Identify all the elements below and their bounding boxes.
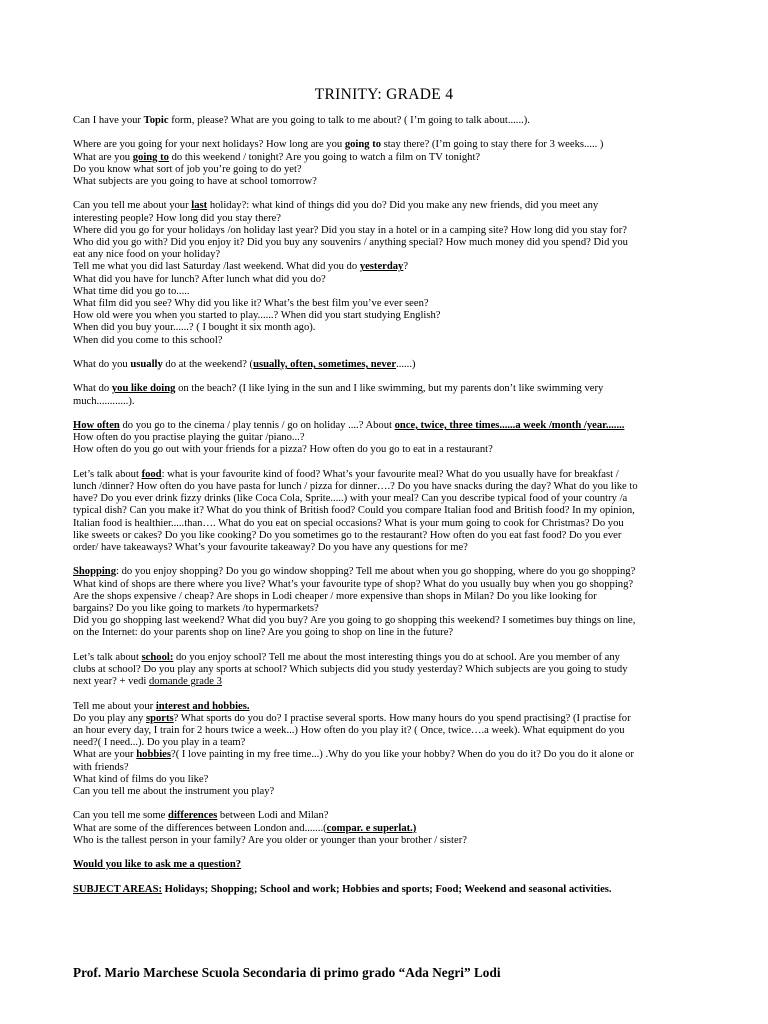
text-line xyxy=(73,274,698,286)
paragraph xyxy=(73,359,698,371)
text-line xyxy=(73,225,698,237)
text-run: How old were you when you started to play......? When did you start studying English? xyxy=(73,310,441,322)
emphasis-text: hobbies xyxy=(136,749,171,761)
text-line xyxy=(73,713,698,725)
text-line xyxy=(73,139,698,151)
text-run: Let’s talk about xyxy=(73,651,142,663)
text-line xyxy=(73,664,698,676)
text-run: Let’s talk about xyxy=(73,468,142,480)
emphasis-text: interest and hobbies. xyxy=(155,700,250,712)
text-run: do at the weekend? ( xyxy=(162,359,254,371)
text-run: Are the shops expensive / cheap? Are shops in Lodi cheaper / more expensive than shops in Milan? Do you like looking for xyxy=(73,590,597,602)
text-run: : do you enjoy shopping? Do you go window shopping? Tell me about when you go shopping, where do you go shopping? xyxy=(116,566,636,578)
text-run: need?( I need...). Do you play in a team? xyxy=(73,737,246,749)
text-run: When did you come to this school? xyxy=(73,334,223,346)
text-run: much............). xyxy=(73,395,135,407)
text-line xyxy=(73,603,698,615)
emphasis-text: school: xyxy=(141,651,174,663)
text-run: ? xyxy=(403,261,409,273)
text-run: interesting people? How long did you stay there? xyxy=(73,212,281,224)
text-line xyxy=(73,359,698,371)
text-run: form, please? What are you going to talk to me about? ( I’m going to talk about......). xyxy=(168,115,530,126)
text-run: do this weekend / tonight? Are you going to watch a film on TV tonight? xyxy=(168,151,481,163)
text-run: like sweets or cakes? Do you like cooking? Do you sometimes go to the restaurant? How often do you eat fast food? Do you ever xyxy=(73,529,622,541)
text-line xyxy=(73,884,698,896)
text-run: Do you play any xyxy=(73,712,146,724)
text-run: next year? + vedi xyxy=(73,676,149,688)
text-line xyxy=(73,591,698,603)
document-body xyxy=(73,115,698,908)
text-run: How often do you go out with your friends for a pizza? How often do you go to eat in a restaurant? xyxy=(73,444,493,456)
text-run: Who is the tallest person in your family? Are you older or younger than your brother / sister? xyxy=(73,834,467,846)
text-run: What kind of films do you like? xyxy=(73,773,209,785)
text-line xyxy=(73,481,698,493)
emphasis-text: usually, often, sometimes, never xyxy=(253,359,397,371)
text-line xyxy=(73,213,698,225)
emphasis-text: food xyxy=(141,468,162,480)
text-line xyxy=(73,542,698,554)
text-run: Can you tell me about your xyxy=(73,200,192,212)
paragraph xyxy=(73,859,698,871)
text-line xyxy=(73,164,698,176)
text-line xyxy=(73,725,698,737)
text-run: Do you know what sort of job you’re going to do yet? xyxy=(73,163,302,175)
footer-author: Prof. Mario Marchese Scuola Secondaria di primo grado “Ada Negri” Lodi xyxy=(73,965,501,980)
text-run: ......) xyxy=(396,359,416,371)
text-line xyxy=(73,835,698,847)
emphasis-text: Holidays; Shopping; School and work; Hobbies and sports; Food; Weekend and seasonal activities. xyxy=(162,883,612,895)
paragraph xyxy=(73,383,698,407)
page-title: TRINITY: GRADE 4 xyxy=(314,86,454,103)
text-line xyxy=(73,335,698,347)
paragraph xyxy=(73,469,698,554)
text-run: When did you buy your......? ( I bought it six month ago). xyxy=(73,322,316,334)
text-run: Tell me about your xyxy=(73,700,156,712)
text-line xyxy=(73,493,698,505)
paragraph xyxy=(73,701,698,799)
text-run: eat any nice food on your holiday? xyxy=(73,249,221,261)
text-line xyxy=(73,237,698,249)
text-run: What are you xyxy=(73,151,133,163)
text-run: What are some of the differences between London and.......( xyxy=(73,822,327,834)
text-run: ? What sports do you do? I practise several sports. How many hours do you spend practising? (I practise for xyxy=(173,712,631,724)
text-line xyxy=(73,444,698,456)
text-run: holiday?: what kind of things did you do? Did you make any new friends, did you meet any xyxy=(207,200,599,212)
text-line xyxy=(73,176,698,188)
emphasis-text: you like doing xyxy=(111,383,176,395)
text-run: Did you go shopping last weekend? What did you buy? Are you going to go shopping this weekend? I sometimes buy things on line, xyxy=(73,615,636,627)
text-line xyxy=(73,420,698,432)
text-run: : what is your favourite kind of food? What’s your favourite meal? What do you usually have for breakfast / xyxy=(161,468,619,480)
paragraph xyxy=(73,200,698,346)
text-run: Can you tell me some xyxy=(73,810,169,822)
text-line xyxy=(73,115,698,127)
text-line xyxy=(73,737,698,749)
text-run: What kind of shops are there where you live? What’s your favourite type of shop? What do you usually buy when you go shopping? xyxy=(73,578,634,590)
emphasis-text: differences xyxy=(168,810,218,822)
text-line xyxy=(73,615,698,627)
paragraph xyxy=(73,884,698,896)
text-run: do you go to the cinema / play tennis / go on holiday ....? About xyxy=(119,420,395,431)
text-run: lunch /dinner? How often do you have pasta for lunch / pizza for dinner….? Do you have snacks during the day? What do you like to xyxy=(73,481,638,492)
text-run: What do you xyxy=(73,359,131,371)
text-run: Who did you go with? Did you enjoy it? Did you buy any souvenirs / anything special? How much money did you spend? Did you xyxy=(73,237,628,248)
text-run: Can you tell me about the instrument you play? xyxy=(73,786,275,798)
emphasis-text: SUBJECT AREAS: xyxy=(73,883,162,895)
text-line xyxy=(73,518,698,530)
text-run: do you enjoy school? Tell me about the most interesting things you do at school. Are you member of any xyxy=(173,651,620,663)
paragraph xyxy=(73,652,698,689)
text-run: Tell me what you did last Saturday /last weekend. What did you do xyxy=(73,261,360,273)
text-line xyxy=(73,566,698,578)
text-line xyxy=(73,762,698,774)
text-run: with friends? xyxy=(73,761,129,773)
emphasis-text: last xyxy=(191,200,208,212)
text-run: an hour every day, I train for 2 hours twice a week...) How often do you play it? ( Once, twice….a week). What equipment do you xyxy=(73,725,625,737)
paragraph xyxy=(73,139,698,188)
text-run: What film did you see? Why did you like it? What’s the best film you’ve ever seen? xyxy=(73,298,429,310)
text-run: Where did you go for your holidays /on holiday last year? Did you stay in a hotel or in a camping site? How long did you stay for? xyxy=(73,224,627,236)
text-line xyxy=(73,652,698,664)
emphasis-text: yesterday xyxy=(359,261,404,273)
text-line xyxy=(73,823,698,835)
text-line xyxy=(73,579,698,591)
text-line xyxy=(73,749,698,761)
text-run: ?( I love painting in my free time...) .Why do you like your hobby? When do you do it? Do you do it alone or xyxy=(171,749,634,761)
emphasis-text: Would you like to ask me a question? xyxy=(73,859,242,871)
paragraph xyxy=(73,115,698,127)
text-run: stay there? (I’m going to stay there for 3 weeks..... ) xyxy=(381,139,604,151)
emphasis-text: compar. e superlat.) xyxy=(326,822,417,834)
text-run: on the Internet: do your parents shop on line? Are you going to shop on line in the future? xyxy=(73,627,454,639)
text-line xyxy=(73,383,698,395)
text-run: What did you have for lunch? After lunch what did you do? xyxy=(73,273,326,285)
text-run: have? Do you ever drink fizzy drinks (like Coca Cola, Sprite.....) with your meal? Can you describe typical food of your country /a xyxy=(73,493,628,505)
emphasis-text: once, twice, three times......a week /month /year....... xyxy=(394,420,625,431)
emphasis-text: going to xyxy=(132,151,169,163)
text-run: What time did you go to..... xyxy=(73,285,190,297)
text-line xyxy=(73,530,698,542)
paragraph xyxy=(73,810,698,847)
text-line xyxy=(73,786,698,798)
emphasis-text: Topic xyxy=(143,115,169,126)
text-run: Can I have your xyxy=(73,115,144,126)
text-run: bargains? Do you like going to markets /to hypermarkets? xyxy=(73,603,319,615)
text-line xyxy=(73,505,698,517)
text-line xyxy=(73,200,698,212)
text-run: What do xyxy=(73,383,112,395)
text-line xyxy=(73,676,698,688)
text-line xyxy=(73,469,698,481)
emphasis-text: going to xyxy=(344,139,382,151)
text-run: between Lodi and Milan? xyxy=(217,810,329,822)
emphasis-text: sports xyxy=(145,712,174,724)
text-run: typical dish? Can you make it? What do you think of British food? Could you compare Italian food and British food? In my opinion, xyxy=(73,505,635,517)
text-line xyxy=(73,249,698,261)
paragraph xyxy=(73,420,698,457)
text-line xyxy=(73,701,698,713)
text-line xyxy=(73,774,698,786)
text-run: How often do you practise playing the guitar /piano...? xyxy=(73,432,305,444)
text-line xyxy=(73,298,698,310)
text-line xyxy=(73,627,698,639)
text-line xyxy=(73,286,698,298)
emphasis-text: Shopping xyxy=(73,566,116,578)
text-line xyxy=(73,152,698,164)
text-run: What are your xyxy=(73,749,137,761)
text-line xyxy=(73,859,698,871)
paragraph xyxy=(73,566,698,639)
text-run: clubs at school? Do you play any sports at school? Which subjects did you study yesterday? Which subjects are you going to study xyxy=(73,664,628,676)
text-run: Where are you going for your next holidays? How long are you xyxy=(73,139,345,151)
text-line xyxy=(73,810,698,822)
text-run: order/ have takeaways? What’s your favourite takeaway? Do you have any questions for me? xyxy=(73,542,468,554)
text-run: Italian food is healthier.....than…. What do you eat on special occasions? What is your mum going to cook for Christmas? Do you xyxy=(73,517,624,529)
text-run: on the beach? (I like lying in the sun and I like swimming, but my parents don’t like swimming very xyxy=(175,383,604,395)
text-line xyxy=(73,261,698,273)
emphasis-text: domande grade 3 xyxy=(148,676,222,688)
emphasis-text: usually xyxy=(130,359,163,371)
text-line xyxy=(73,322,698,334)
text-line xyxy=(73,396,698,408)
text-run: What subjects are you going to have at school tomorrow? xyxy=(73,176,317,187)
emphasis-text: How often xyxy=(73,420,120,431)
text-line xyxy=(73,310,698,322)
text-line xyxy=(73,432,698,444)
